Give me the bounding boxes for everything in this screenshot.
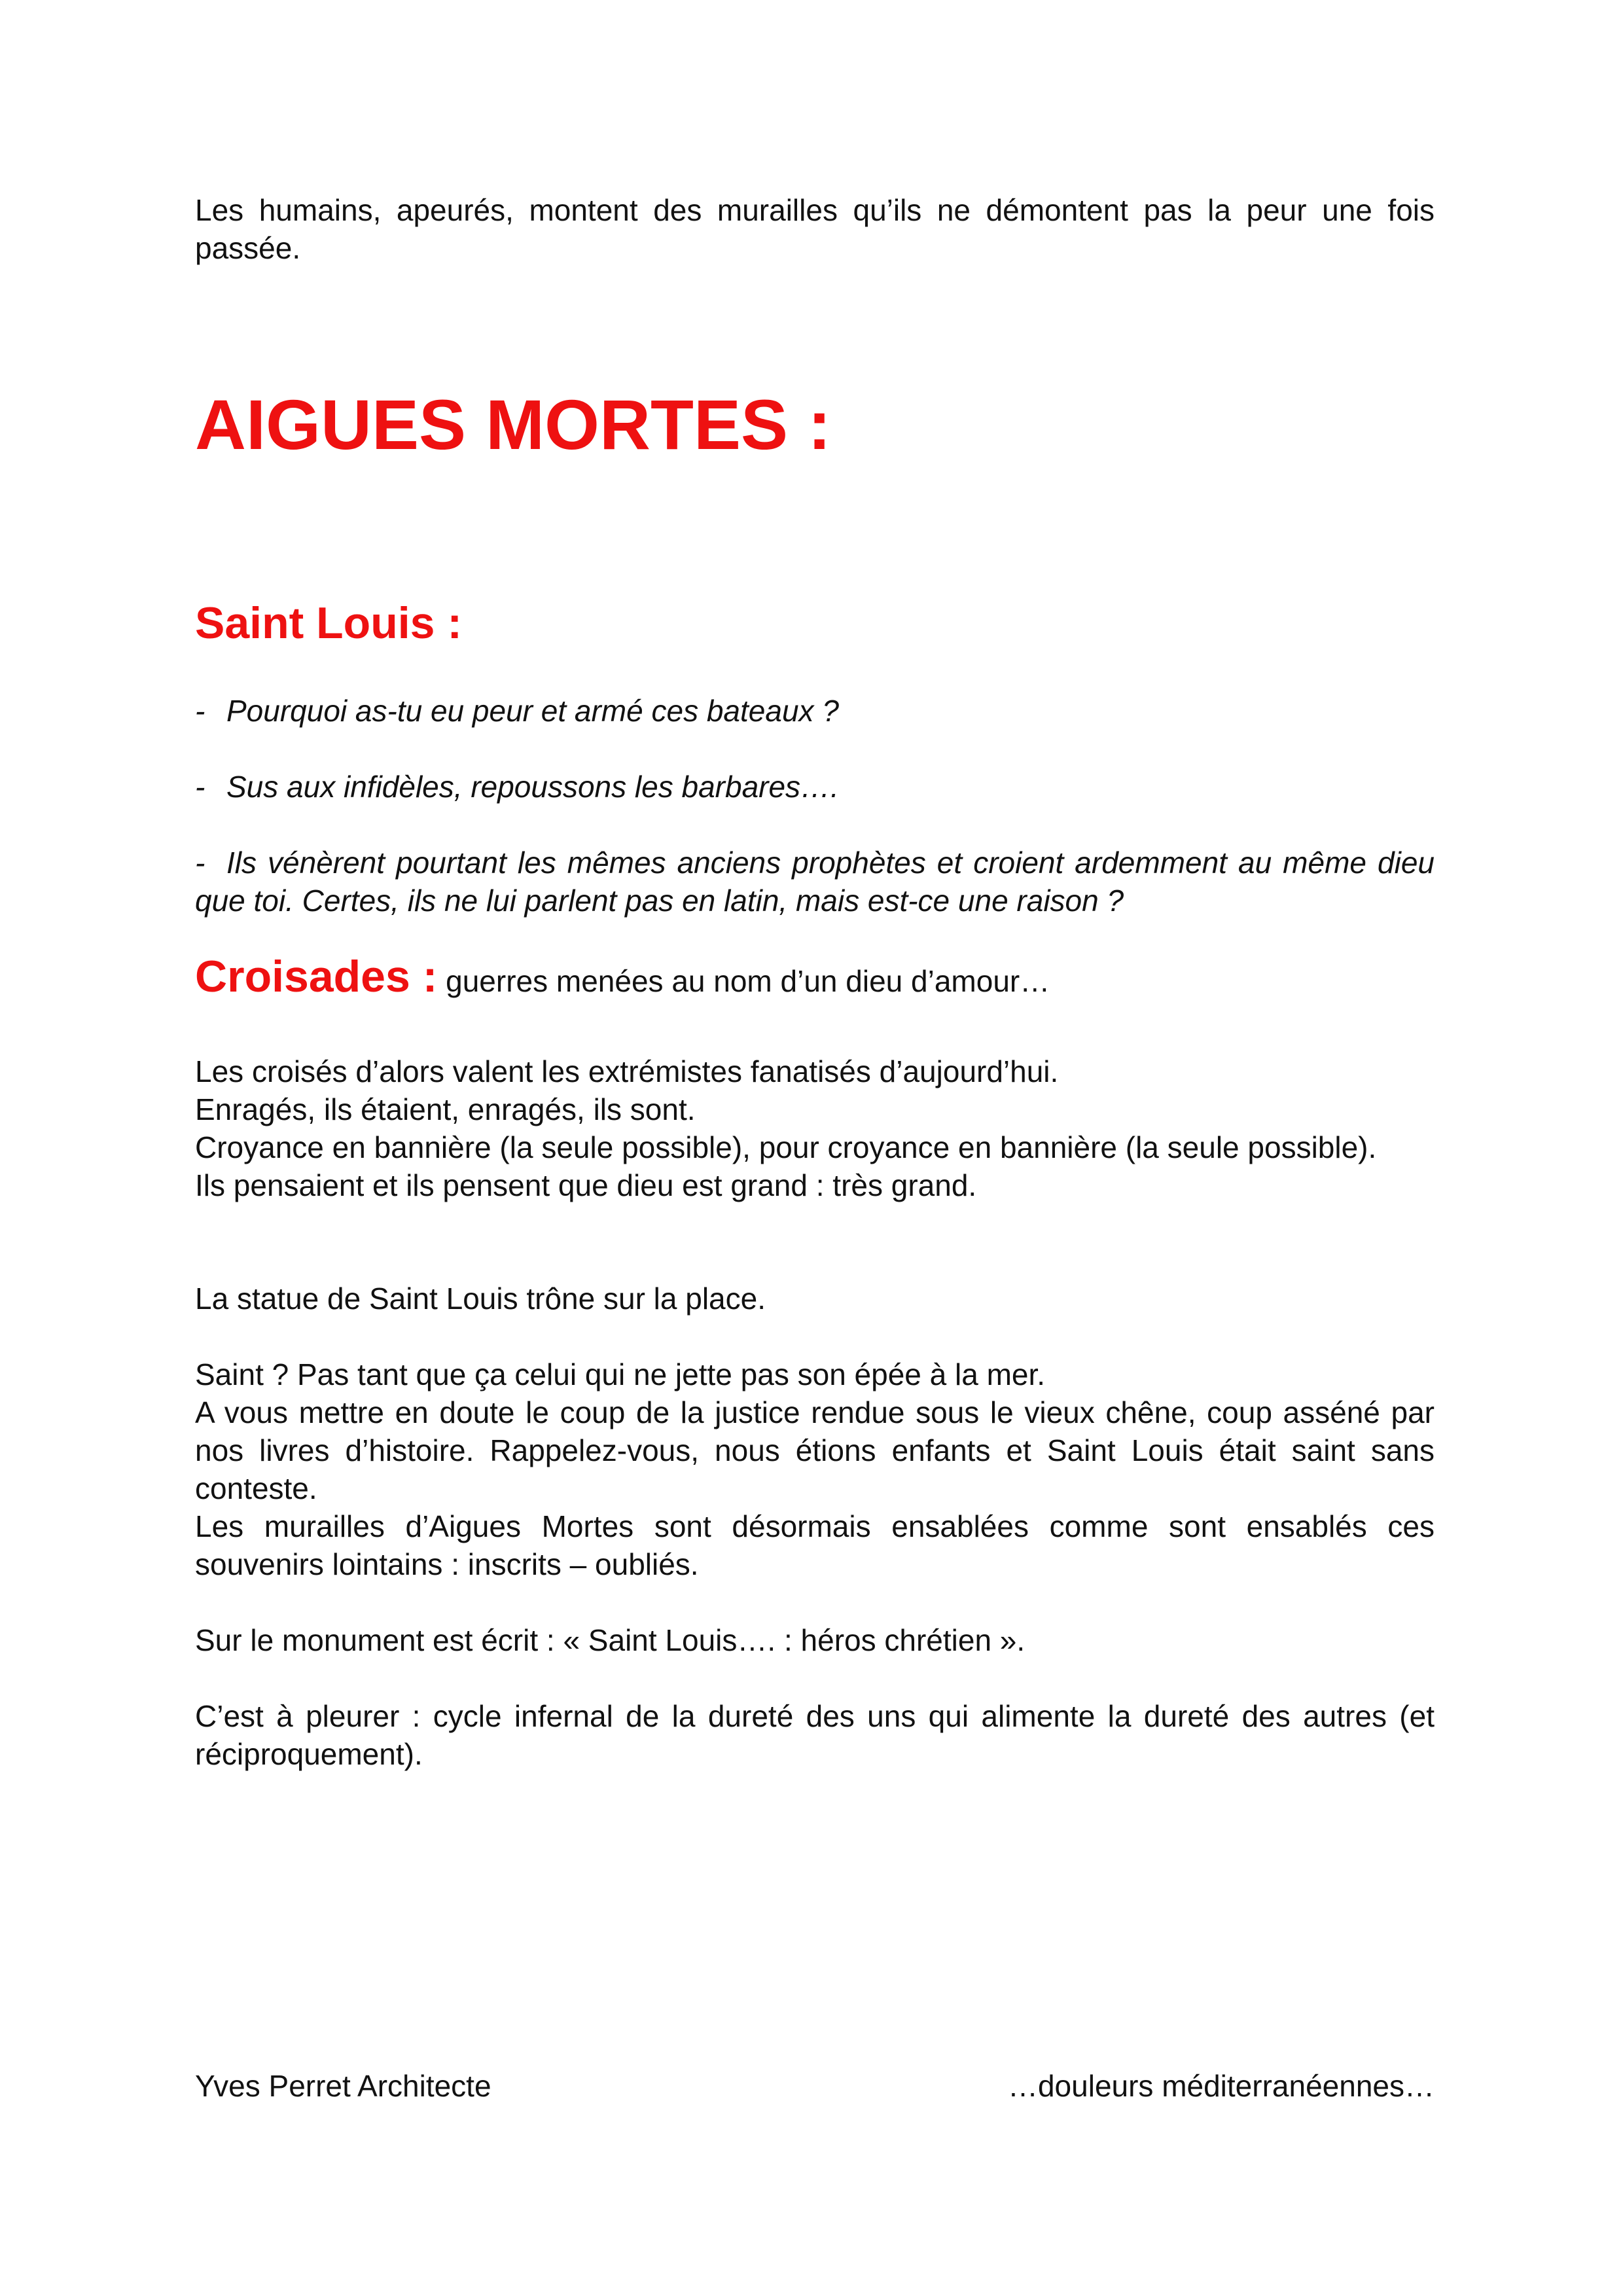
dialogue-text: Pourquoi as-tu eu peur et armé ces bateaux ? xyxy=(226,694,839,728)
dialogue-text: Sus aux infidèles, repoussons les barbares…. xyxy=(226,770,839,804)
dialogue-text: Ils vénèrent pourtant les mêmes anciens prophètes et croient ardemment au même dieu que toi. Certes, ils ne lui parlent pas en latin, mais est-ce une raison ? xyxy=(195,846,1435,918)
text-line: Saint ? Pas tant que ça celui qui ne jette pas son épée à la mer. xyxy=(195,1357,1046,1391)
croisades-paragraph xyxy=(195,1052,1435,1204)
text-line: Les croisés d’alors valent les extrémistes fanatisés d’aujourd’hui. xyxy=(195,1054,1059,1088)
dialogue-line xyxy=(195,768,1435,806)
monument-paragraph: Sur le monument est écrit : « Saint Louis…. : héros chrétien ». xyxy=(195,1623,1026,1657)
conclusion-paragraph: C’est à pleurer : cycle infernal de la dureté des uns qui alimente la dureté des autres (et réciproquement). xyxy=(195,1699,1435,1771)
text-line: Ils pensaient et ils pensent que dieu est grand : très grand. xyxy=(195,1168,977,1202)
text-line: Les murailles d’Aigues Mortes sont désormais ensablées comme sont ensablés ces souvenirs lointains : inscrits – oubliés. xyxy=(195,1509,1435,1581)
text-line: Croyance en bannière (la seule possible), pour croyance en bannière (la seule possible). xyxy=(195,1130,1377,1164)
dialogue-dash: - xyxy=(195,846,205,880)
document-page xyxy=(195,0,1435,2296)
dialogue-dash: - xyxy=(195,694,205,728)
section-croisades-subtitle: guerres menées au nom d’un dieu d’amour… xyxy=(446,964,1050,998)
statue-paragraph: La statue de Saint Louis trône sur la place. xyxy=(195,1282,766,1316)
saint-paragraph xyxy=(195,1355,1435,1583)
dialogue-line xyxy=(195,844,1435,920)
footer-author: Yves Perret Architecte xyxy=(195,2069,491,2103)
page-title: AIGUES MORTES : xyxy=(195,385,832,464)
section-heading-croisades: Croisades : xyxy=(195,952,438,1001)
footer-series: …douleurs méditerranéennes… xyxy=(1007,2069,1435,2103)
section-croisades-header xyxy=(195,949,1435,1009)
dialogue-line xyxy=(195,692,1435,730)
dialogue-dash: - xyxy=(195,770,205,804)
section-heading-saint-louis: Saint Louis : xyxy=(195,598,462,648)
text-line: Enragés, ils étaient, enragés, ils sont. xyxy=(195,1092,696,1126)
intro-paragraph: Les humains, apeurés, montent des murailles qu’ils ne démontent pas la peur une fois passée. xyxy=(195,193,1435,265)
text-line: A vous mettre en doute le coup de la justice rendue sous le vieux chêne, coup asséné par nos livres d’histoire. Rappelez-vous, nous étions enfants et Saint Louis était saint sans conteste. xyxy=(195,1395,1435,1505)
